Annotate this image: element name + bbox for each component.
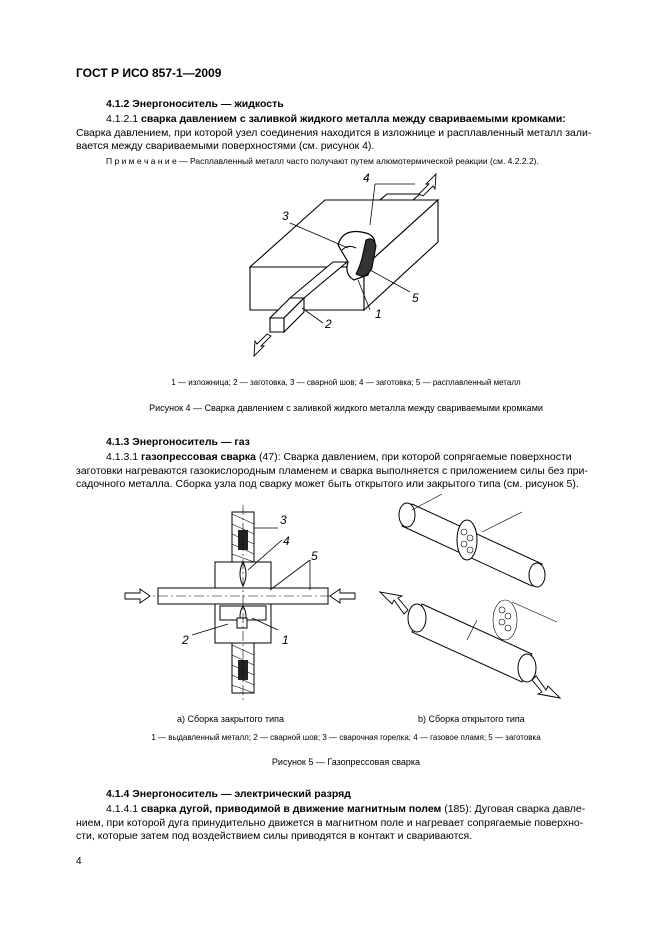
- definition-4-1-3-1: [76, 451, 616, 492]
- term-number: 4.1.3.1: [106, 451, 139, 463]
- arrow-icon: [254, 334, 271, 356]
- definition-line: вается между свариваемыми поверхностями (см. рисунок 4).: [76, 140, 375, 152]
- term-ref: (47):: [258, 451, 281, 463]
- definition-line: Сварка давлением, при которой узел соединения находится в изложнице и расплавленный металл зали-: [76, 126, 592, 139]
- label-4: 4: [283, 534, 290, 548]
- figure-5-caption: Рисунок 5 — Газопрессовая сварка: [271, 757, 421, 767]
- arrow-icon: [330, 589, 355, 603]
- section-heading-4-1-2: 4.1.2 Энергоноситель — жидкость: [106, 98, 284, 110]
- label-2: 2: [182, 633, 189, 647]
- definition-line: сти, которые затем под воздействием силы приводятся в контакт и свариваются.: [76, 830, 473, 842]
- figure-5a-subcaption: a) Сборка закрытого типа: [177, 714, 284, 724]
- term: газопрессовая сварка: [141, 451, 257, 463]
- arrow-icon: [419, 174, 436, 196]
- torch-ring-upper: [457, 520, 477, 560]
- section-heading-4-1-3: 4.1.3 Энергоноситель — газ: [106, 436, 250, 448]
- arrow-icon: [380, 592, 408, 614]
- note: П р и м е ч а н и е — Расплавленный металл часто получают путем алюмотермической реакции (см. 4.2.2.2).: [106, 156, 539, 166]
- term-number: 4.1.2.1: [106, 113, 139, 125]
- definition-line: заготовки нагреваются газокислородным пламенем и сварка выполняется с приложением силы без при-: [76, 464, 588, 477]
- term-number: 4.1.4.1: [106, 803, 139, 815]
- definition-4-1-2-1: [76, 113, 616, 154]
- figure-4-caption: Рисунок 4 — Сварка давлением с заливкой жидкого металла между свариваемыми кромками: [149, 403, 543, 413]
- page-number: 4: [76, 856, 82, 867]
- label-3: 3: [282, 209, 289, 223]
- figure-4-legend: 1 — изложница; 2 — заготовка, 3 — сварной шов; 4 — заготовка; 5 — расплавленный металл: [171, 378, 521, 387]
- label-1: 1: [282, 633, 289, 647]
- definition-line: Сварка давлением, при которой сопрягаемые поверхности: [283, 451, 572, 463]
- label-5: 5: [311, 549, 318, 563]
- arrow-icon: [532, 676, 560, 698]
- term: сварка давлением с заливкой жидкого металла между свариваемыми кромками:: [141, 113, 566, 125]
- figure-5-legend: 1 — выдавленный металл; 2 — сварной шов; 3 — сварочная горелка; 4 — газовое пламя; 5 — заготовка: [151, 733, 541, 742]
- figure-4-drawing: [230, 170, 450, 370]
- label-1: 1: [375, 307, 382, 321]
- term-ref: (185):: [444, 803, 472, 815]
- term: сварка дугой, приводимой в движение магнитным полем: [141, 803, 442, 815]
- section-heading-4-1-4: 4.1.4 Энергоноситель — электрический разряд: [106, 788, 351, 800]
- page-header: ГОСТ Р ИСО 857-1—2009: [76, 66, 222, 80]
- arrow-icon: [125, 589, 150, 603]
- figure-5a-drawing: [120, 500, 360, 705]
- workpiece-lower: [412, 604, 532, 682]
- definition-line: Дуговая сварка давле-: [474, 803, 586, 815]
- definition-line: нием, при которой дуга принудительно движется в магнитном поле и нагревает сопрягаемые поверхно-: [76, 816, 584, 829]
- label-3: 3: [280, 513, 287, 527]
- label-5: 5: [412, 291, 419, 305]
- definition-4-1-4-1: [76, 803, 616, 844]
- figure-5b-subcaption: b) Сборка открытого типа: [418, 714, 525, 724]
- label-4: 4: [363, 171, 370, 185]
- figure-5b-drawing: [372, 492, 572, 707]
- label-2: 2: [325, 317, 332, 331]
- definition-line: садочного металла. Сборка узла под сварку может быть открытого или закрытого типа (см. рисунок 5).: [76, 478, 579, 490]
